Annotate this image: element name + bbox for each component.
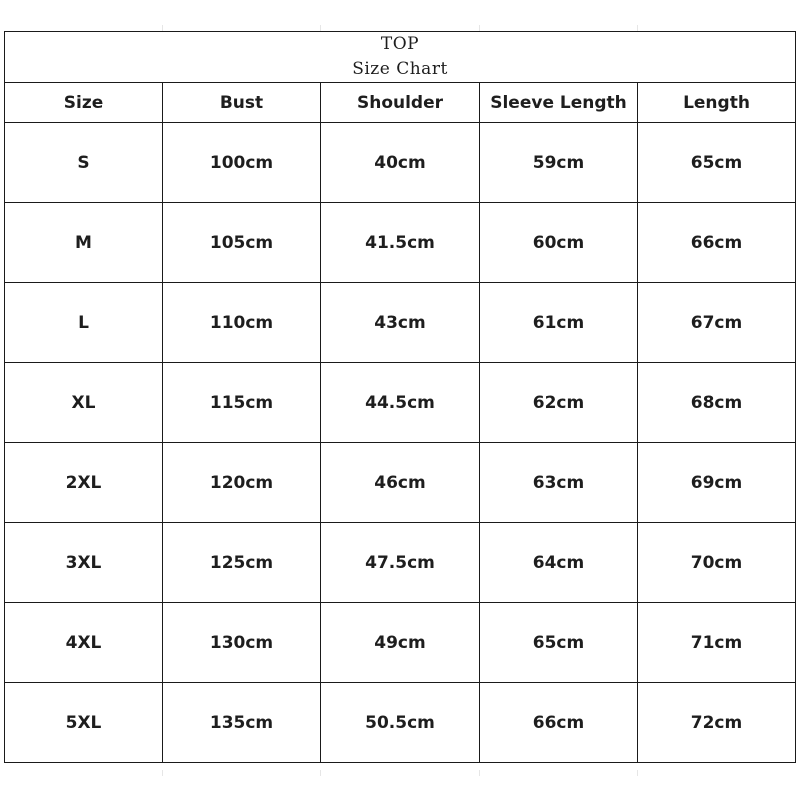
table-row [5, 523, 796, 603]
cell-shoulder: 50.5cm [321, 683, 480, 763]
cell-sleeve-length: 64cm [480, 523, 638, 603]
cell-shoulder: 47.5cm [321, 523, 480, 603]
title-line-size-chart: Size Chart [352, 59, 448, 79]
title-row [5, 32, 796, 83]
cell-shoulder: 46cm [321, 443, 480, 523]
table-row [5, 683, 796, 763]
cell-length: 65cm [638, 123, 796, 203]
table-row [5, 363, 796, 443]
cell-shoulder: 41.5cm [321, 203, 480, 283]
cell-sleeve-length: 59cm [480, 123, 638, 203]
header-row [5, 83, 796, 123]
cell-bust: 125cm [163, 523, 321, 603]
column-header-bust: Bust [163, 83, 321, 123]
column-header-sleeve-length: Sleeve Length [480, 83, 638, 123]
table-row [5, 123, 796, 203]
cell-sleeve-length: 63cm [480, 443, 638, 523]
cell-shoulder: 49cm [321, 603, 480, 683]
cell-length: 67cm [638, 283, 796, 363]
cell-size: M [5, 203, 163, 283]
cell-bust: 105cm [163, 203, 321, 283]
cell-length: 70cm [638, 523, 796, 603]
column-header-size: Size [5, 83, 163, 123]
size-chart-table [4, 31, 796, 763]
cell-bust: 110cm [163, 283, 321, 363]
table-row [5, 443, 796, 523]
table-title [5, 32, 796, 83]
cell-shoulder: 43cm [321, 283, 480, 363]
cell-sleeve-length: 65cm [480, 603, 638, 683]
cell-bust: 100cm [163, 123, 321, 203]
table-row [5, 603, 796, 683]
cell-length: 66cm [638, 203, 796, 283]
cell-length: 68cm [638, 363, 796, 443]
cell-bust: 115cm [163, 363, 321, 443]
cell-shoulder: 40cm [321, 123, 480, 203]
cell-size: XL [5, 363, 163, 443]
cell-length: 69cm [638, 443, 796, 523]
cell-sleeve-length: 60cm [480, 203, 638, 283]
cell-length: 71cm [638, 603, 796, 683]
cell-size: S [5, 123, 163, 203]
faint-gridline [637, 770, 638, 776]
cell-bust: 135cm [163, 683, 321, 763]
table-row [5, 203, 796, 283]
cell-size: L [5, 283, 163, 363]
faint-gridline [479, 770, 480, 776]
cell-sleeve-length: 66cm [480, 683, 638, 763]
title-line-top: TOP [380, 34, 420, 54]
cell-sleeve-length: 62cm [480, 363, 638, 443]
cell-size: 2XL [5, 443, 163, 523]
cell-sleeve-length: 61cm [480, 283, 638, 363]
cell-size: 4XL [5, 603, 163, 683]
cell-bust: 130cm [163, 603, 321, 683]
cell-length: 72cm [638, 683, 796, 763]
cell-size: 5XL [5, 683, 163, 763]
table-row [5, 283, 796, 363]
cell-size: 3XL [5, 523, 163, 603]
column-header-length: Length [638, 83, 796, 123]
faint-gridline [320, 770, 321, 776]
column-header-shoulder: Shoulder [321, 83, 480, 123]
faint-gridline [162, 770, 163, 776]
cell-bust: 120cm [163, 443, 321, 523]
cell-shoulder: 44.5cm [321, 363, 480, 443]
